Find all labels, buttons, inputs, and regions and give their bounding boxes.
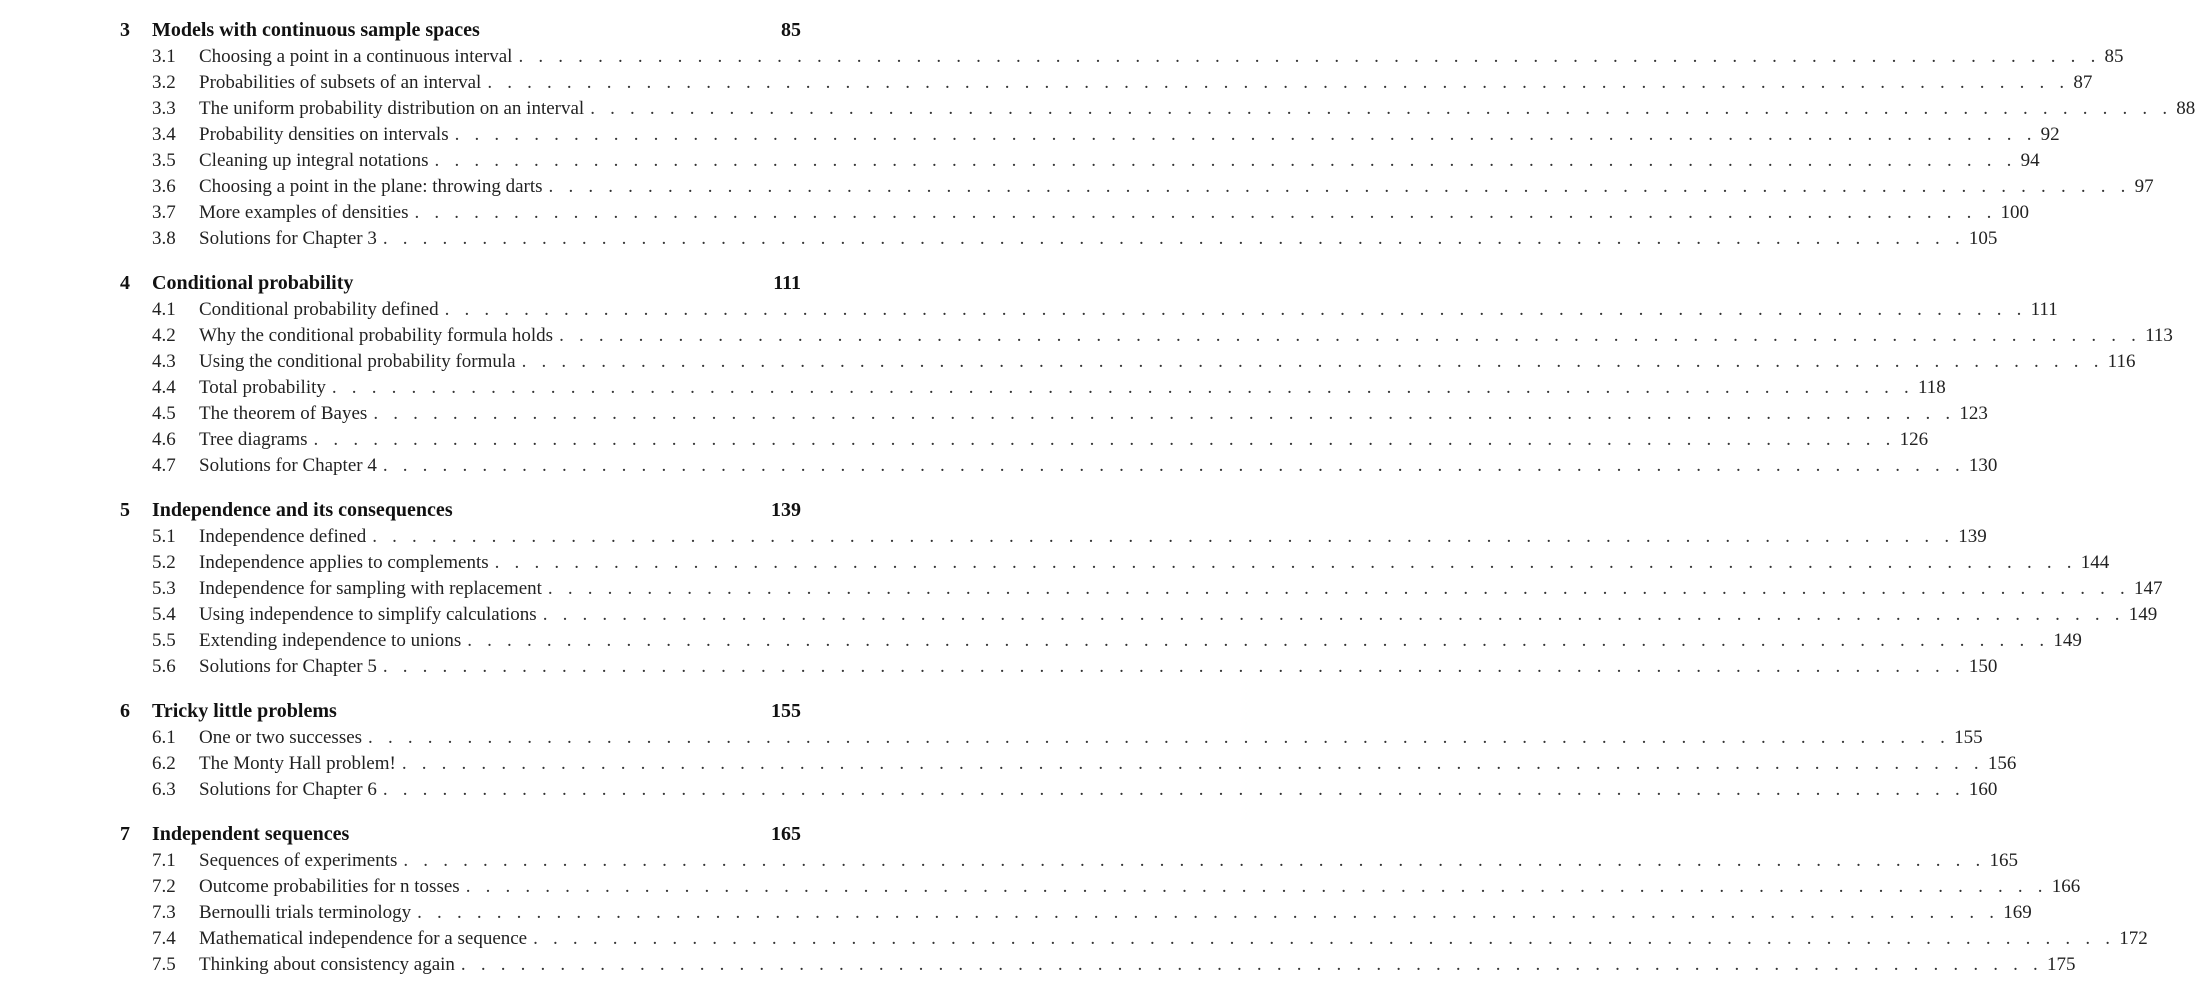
section-title: Mathematical independence for a sequence [199, 928, 528, 949]
section-title: Extending independence to unions [199, 630, 462, 651]
toc-entry [0, 952, 2076, 978]
dot-leader: . . . . . . . . . . . . . . . . . . . . . . . . . . . . . . . . . . . . . . . . . . . . . . . . . . . . . . . . . . . . . . . . . . . . . . . . . . . . . . . . [521, 351, 2104, 372]
dot-leader: . . . . . . . . . . . . . . . . . . . . . . . . . . . . . . . . . . . . . . . . . . . . . . . . . . . . . . . . . . . . . . . . . . . . . . . . . . . . . . . . [467, 630, 2050, 651]
section-page: 113 [2145, 325, 2173, 346]
section-line [199, 401, 1988, 427]
section-line [199, 44, 2124, 70]
section-line [199, 122, 2060, 148]
section-number: 4.1 [152, 299, 176, 320]
section-line [199, 751, 2017, 777]
toc-entry [0, 602, 2158, 628]
section-number: 3.6 [152, 176, 176, 197]
section-line [199, 375, 1946, 401]
section-page: 118 [1917, 377, 1946, 398]
section-page: 149 [2128, 604, 2158, 625]
section-page: 87 [2073, 72, 2093, 93]
section-page: 149 [2053, 630, 2082, 651]
chapter-title: Independent sequences [152, 823, 350, 845]
section-number: 3.4 [152, 124, 176, 145]
dot-leader: . . . . . . . . . . . . . . . . . . . . . . . . . . . . . . . . . . . . . . . . . . . . . . . . . . . . . . . . . . . . . . . . . . . . . . . . . . . . . . . . [533, 928, 2116, 949]
section-line [199, 96, 2195, 122]
section-title: Using independence to simplify calculations [199, 604, 537, 625]
section-number: 4.7 [152, 455, 176, 476]
toc-entry [0, 576, 2163, 602]
section-number: 4.2 [152, 325, 176, 346]
section-title: Using the conditional probability formula [199, 351, 516, 372]
toc-entry [0, 848, 2018, 874]
dot-leader: . . . . . . . . . . . . . . . . . . . . . . . . . . . . . . . . . . . . . . . . . . . . . . . . . . . . . . . . . . . . . . . . . . . . . . . . . . . . . . . . [373, 403, 1956, 424]
section-title: Independence applies to complements [199, 552, 489, 573]
toc-entry [0, 628, 2082, 654]
dot-leader: . . . . . . . . . . . . . . . . . . . . . . . . . . . . . . . . . . . . . . . . . . . . . . . . . . . . . . . . . . . . . . . . . . . . . . . . . . . . . . . . [547, 578, 2130, 599]
toc-entry [0, 900, 2032, 926]
section-list [0, 524, 2163, 680]
section-number: 3.7 [152, 202, 176, 223]
chapter-number: 5 [120, 499, 130, 521]
section-title: Choosing a point in a continuous interval [199, 46, 513, 67]
section-number: 6.1 [152, 727, 176, 748]
section-page: 165 [1989, 850, 2018, 871]
toc-entry [0, 550, 2110, 576]
section-line [199, 453, 1998, 479]
section-page: 169 [2003, 902, 2032, 923]
chapter-title: Independence and its consequences [152, 499, 453, 521]
toc-entry [0, 200, 2030, 226]
chapter-title: Models with continuous sample spaces [152, 19, 480, 41]
section-title: The Monty Hall problem! [199, 753, 396, 774]
section-number: 4.6 [152, 429, 176, 450]
section-title: Choosing a point in the plane: throwing darts [199, 176, 543, 197]
section-list [0, 848, 2148, 978]
section-title: Sequences of experiments [199, 850, 398, 871]
toc-entry [0, 524, 1987, 550]
section-page: 111 [2030, 299, 2058, 320]
dot-leader: . . . . . . . . . . . . . . . . . . . . . . . . . . . . . . . . . . . . . . . . . . . . . . . . . . . . . . . . . . . . . . . . . . . . . . . . . . . . . . . . [417, 902, 2000, 923]
section-title: Total probability [199, 377, 326, 398]
section-number: 3.2 [152, 72, 176, 93]
chapter-heading [0, 821, 877, 848]
chapter-heading [0, 270, 877, 297]
toc-entry [0, 226, 1998, 252]
section-title: Thinking about consistency again [199, 954, 455, 975]
dot-leader: . . . . . . . . . . . . . . . . . . . . . . . . . . . . . . . . . . . . . . . . . . . . . . . . . . . . . . . . . . . . . . . . . . . . . . . . . . . . . . . . [542, 604, 2125, 625]
section-line [199, 576, 2163, 602]
section-page: 88 [2176, 98, 2195, 119]
dot-leader: . . . . . . . . . . . . . . . . . . . . . . . . . . . . . . . . . . . . . . . . . . . . . . . . . . . . . . . . . . . . . . . . . . . . . . . . . . . . . . . . [454, 124, 2037, 145]
section-number: 6.3 [152, 779, 176, 800]
section-title: Solutions for Chapter 5 [199, 656, 377, 677]
section-page: 97 [2134, 176, 2154, 197]
dot-leader: . . . . . . . . . . . . . . . . . . . . . . . . . . . . . . . . . . . . . . . . . . . . . . . . . . . . . . . . . . . . . . . . . . . . . . . . . . . . . . . . [548, 176, 2131, 197]
toc-entry [0, 401, 1988, 427]
dot-leader: . . . . . . . . . . . . . . . . . . . . . . . . . . . . . . . . . . . . . . . . . . . . . . . . . . . . . . . . . . . . . . . . . . . . . . . . . . . . . . . . [368, 727, 1951, 748]
section-line [199, 900, 2032, 926]
section-line [199, 725, 1983, 751]
section-number: 5.5 [152, 630, 176, 651]
section-line [199, 323, 2173, 349]
dot-leader: . . . . . . . . . . . . . . . . . . . . . . . . . . . . . . . . . . . . . . . . . . . . . . . . . . . . . . . . . . . . . . . . . . . . . . . . . . . . . . . . [382, 228, 1965, 249]
section-page: 175 [2046, 954, 2076, 975]
dot-leader: . . . . . . . . . . . . . . . . . . . . . . . . . . . . . . . . . . . . . . . . . . . . . . . . . . . . . . . . . . . . . . . . . . . . . . . . . . . . . . . . [382, 779, 1965, 800]
section-title: Solutions for Chapter 3 [199, 228, 377, 249]
section-title: More examples of densities [199, 202, 409, 223]
section-line [199, 174, 2154, 200]
dot-leader: . . . . . . . . . . . . . . . . . . . . . . . . . . . . . . . . . . . . . . . . . . . . . . . . . . . . . . . . . . . . . . . . . . . . . . . . . . . . . . . . [590, 98, 2173, 119]
toc-entry [0, 375, 1946, 401]
section-title: Why the conditional probability formula holds [199, 325, 554, 346]
toc-entry [0, 926, 2148, 952]
table-of-contents [0, 17, 2195, 996]
section-line [199, 654, 1998, 680]
toc-entry [0, 427, 1929, 453]
section-title: Probability densities on intervals [199, 124, 449, 145]
chapter-heading [0, 497, 877, 524]
section-number: 3.3 [152, 98, 176, 119]
chapter-number: 6 [120, 700, 130, 722]
toc-entry [0, 453, 1998, 479]
section-line [199, 848, 2018, 874]
section-number: 3.8 [152, 228, 176, 249]
section-page: 144 [2080, 552, 2110, 573]
section-list [0, 725, 2017, 803]
chapter-page: 165 [771, 823, 801, 845]
dot-leader: . . . . . . . . . . . . . . . . . . . . . . . . . . . . . . . . . . . . . . . . . . . . . . . . . . . . . . . . . . . . . . . . . . . . . . . . . . . . . . . . [382, 455, 1965, 476]
section-page: 100 [2000, 202, 2030, 223]
section-page: 155 [1954, 727, 1983, 748]
section-line [199, 550, 2110, 576]
chapter-number: 4 [120, 272, 130, 294]
section-title: Tree diagrams [199, 429, 308, 450]
section-title: The theorem of Bayes [199, 403, 368, 424]
section-line [199, 926, 2148, 952]
section-number: 5.4 [152, 604, 176, 625]
section-line [199, 524, 1987, 550]
dot-leader: . . . . . . . . . . . . . . . . . . . . . . . . . . . . . . . . . . . . . . . . . . . . . . . . . . . . . . . . . . . . . . . . . . . . . . . . . . . . . . . . [403, 850, 1986, 871]
section-list [0, 297, 2173, 479]
chapter-title: Conditional probability [152, 272, 354, 294]
toc-entry [0, 148, 2040, 174]
section-line [199, 602, 2158, 628]
section-page: 139 [1958, 526, 1987, 547]
section-title: Outcome probabilities for n tosses [199, 876, 460, 897]
dot-leader: . . . . . . . . . . . . . . . . . . . . . . . . . . . . . . . . . . . . . . . . . . . . . . . . . . . . . . . . . . . . . . . . . . . . . . . . . . . . . . . . [444, 299, 2027, 320]
toc-entry [0, 654, 1998, 680]
dot-leader: . . . . . . . . . . . . . . . . . . . . . . . . . . . . . . . . . . . . . . . . . . . . . . . . . . . . . . . . . . . . . . . . . . . . . . . . . . . . . . . . [465, 876, 2048, 897]
section-line [199, 349, 2136, 375]
toc-entry [0, 174, 2154, 200]
toc-entry [0, 96, 2195, 122]
chapter-title: Tricky little problems [152, 700, 337, 722]
section-line [199, 427, 1929, 453]
chapter-page: 85 [781, 19, 801, 41]
section-number: 7.3 [152, 902, 176, 923]
dot-leader: . . . . . . . . . . . . . . . . . . . . . . . . . . . . . . . . . . . . . . . . . . . . . . . . . . . . . . . . . . . . . . . . . . . . . . . . . . . . . . . . [559, 325, 2142, 346]
toc-chapter [0, 821, 2148, 978]
toc-entry [0, 349, 2136, 375]
toc-entry [0, 751, 2017, 777]
section-number: 4.3 [152, 351, 176, 372]
section-number: 5.3 [152, 578, 176, 599]
section-page: 116 [2107, 351, 2136, 372]
section-title: Solutions for Chapter 4 [199, 455, 377, 476]
section-line [199, 200, 2030, 226]
section-number: 7.4 [152, 928, 176, 949]
toc-chapter [0, 270, 2173, 479]
section-title: Solutions for Chapter 6 [199, 779, 377, 800]
dot-leader: . . . . . . . . . . . . . . . . . . . . . . . . . . . . . . . . . . . . . . . . . . . . . . . . . . . . . . . . . . . . . . . . . . . . . . . . . . . . . . . . [518, 46, 2101, 67]
section-number: 5.2 [152, 552, 176, 573]
dot-leader: . . . . . . . . . . . . . . . . . . . . . . . . . . . . . . . . . . . . . . . . . . . . . . . . . . . . . . . . . . . . . . . . . . . . . . . . . . . . . . . . [494, 552, 2077, 573]
dot-leader: . . . . . . . . . . . . . . . . . . . . . . . . . . . . . . . . . . . . . . . . . . . . . . . . . . . . . . . . . . . . . . . . . . . . . . . . . . . . . . . . [434, 150, 2017, 171]
section-page: 105 [1968, 228, 1998, 249]
toc-chapter [0, 698, 2017, 803]
section-page: 123 [1959, 403, 1988, 424]
section-number: 7.2 [152, 876, 176, 897]
chapter-number: 7 [120, 823, 130, 845]
section-line [199, 777, 1998, 803]
toc-chapter [0, 17, 2195, 252]
dot-leader: . . . . . . . . . . . . . . . . . . . . . . . . . . . . . . . . . . . . . . . . . . . . . . . . . . . . . . . . . . . . . . . . . . . . . . . . . . . . . . . . [460, 954, 2043, 975]
chapter-number: 3 [120, 19, 130, 41]
section-line [199, 148, 2040, 174]
section-line [199, 628, 2082, 654]
section-number: 7.5 [152, 954, 176, 975]
section-line [199, 952, 2076, 978]
section-title: Cleaning up integral notations [199, 150, 429, 171]
section-title: Independence defined [199, 526, 367, 547]
section-page: 156 [1987, 753, 2017, 774]
dot-leader: . . . . . . . . . . . . . . . . . . . . . . . . . . . . . . . . . . . . . . . . . . . . . . . . . . . . . . . . . . . . . . . . . . . . . . . . . . . . . . . . [401, 753, 1984, 774]
toc-chapter [0, 497, 2163, 680]
section-number: 4.4 [152, 377, 176, 398]
section-page: 160 [1968, 779, 1998, 800]
toc-entry [0, 323, 2173, 349]
section-number: 3.1 [152, 46, 176, 67]
section-page: 92 [2040, 124, 2060, 145]
chapter-heading [0, 698, 877, 725]
dot-leader: . . . . . . . . . . . . . . . . . . . . . . . . . . . . . . . . . . . . . . . . . . . . . . . . . . . . . . . . . . . . . . . . . . . . . . . . . . . . . . . . [414, 202, 1997, 223]
toc-entry [0, 297, 2058, 323]
section-title: Independence for sampling with replacement [199, 578, 542, 599]
dot-leader: . . . . . . . . . . . . . . . . . . . . . . . . . . . . . . . . . . . . . . . . . . . . . . . . . . . . . . . . . . . . . . . . . . . . . . . . . . . . . . . . [331, 377, 1914, 398]
section-page: 150 [1968, 656, 1998, 677]
section-line [199, 874, 2081, 900]
section-page: 126 [1899, 429, 1929, 450]
section-number: 6.2 [152, 753, 176, 774]
toc-entry [0, 725, 1983, 751]
toc-entry [0, 874, 2081, 900]
section-page: 130 [1968, 455, 1998, 476]
chapter-page: 139 [771, 499, 801, 521]
section-line [199, 226, 1998, 252]
section-title: The uniform probability distribution on an interval [199, 98, 585, 119]
chapter-page: 111 [773, 272, 801, 294]
section-number: 5.1 [152, 526, 176, 547]
section-page: 94 [2020, 150, 2040, 171]
section-title: One or two successes [199, 727, 363, 748]
chapter-page: 155 [771, 700, 801, 722]
toc-entry [0, 70, 2093, 96]
section-number: 3.5 [152, 150, 176, 171]
section-page: 166 [2051, 876, 2081, 897]
dot-leader: . . . . . . . . . . . . . . . . . . . . . . . . . . . . . . . . . . . . . . . . . . . . . . . . . . . . . . . . . . . . . . . . . . . . . . . . . . . . . . . . [382, 656, 1965, 677]
section-list [0, 44, 2195, 252]
toc-entry [0, 44, 2124, 70]
section-line [199, 70, 2093, 96]
toc-entry [0, 122, 2060, 148]
section-page: 147 [2133, 578, 2163, 599]
section-title: Bernoulli trials terminology [199, 902, 412, 923]
section-title: Probabilities of subsets of an interval [199, 72, 482, 93]
section-page: 172 [2119, 928, 2148, 949]
dot-leader: . . . . . . . . . . . . . . . . . . . . . . . . . . . . . . . . . . . . . . . . . . . . . . . . . . . . . . . . . . . . . . . . . . . . . . . . . . . . . . . . [372, 526, 1955, 547]
chapter-heading [0, 17, 877, 44]
toc-entry [0, 777, 1998, 803]
section-page: 85 [2104, 46, 2124, 67]
section-number: 7.1 [152, 850, 176, 871]
section-title: Conditional probability defined [199, 299, 439, 320]
dot-leader: . . . . . . . . . . . . . . . . . . . . . . . . . . . . . . . . . . . . . . . . . . . . . . . . . . . . . . . . . . . . . . . . . . . . . . . . . . . . . . . . [313, 429, 1896, 450]
section-line [199, 297, 2058, 323]
section-number: 5.6 [152, 656, 176, 677]
dot-leader: . . . . . . . . . . . . . . . . . . . . . . . . . . . . . . . . . . . . . . . . . . . . . . . . . . . . . . . . . . . . . . . . . . . . . . . . . . . . . . . . [487, 72, 2070, 93]
section-number: 4.5 [152, 403, 176, 424]
